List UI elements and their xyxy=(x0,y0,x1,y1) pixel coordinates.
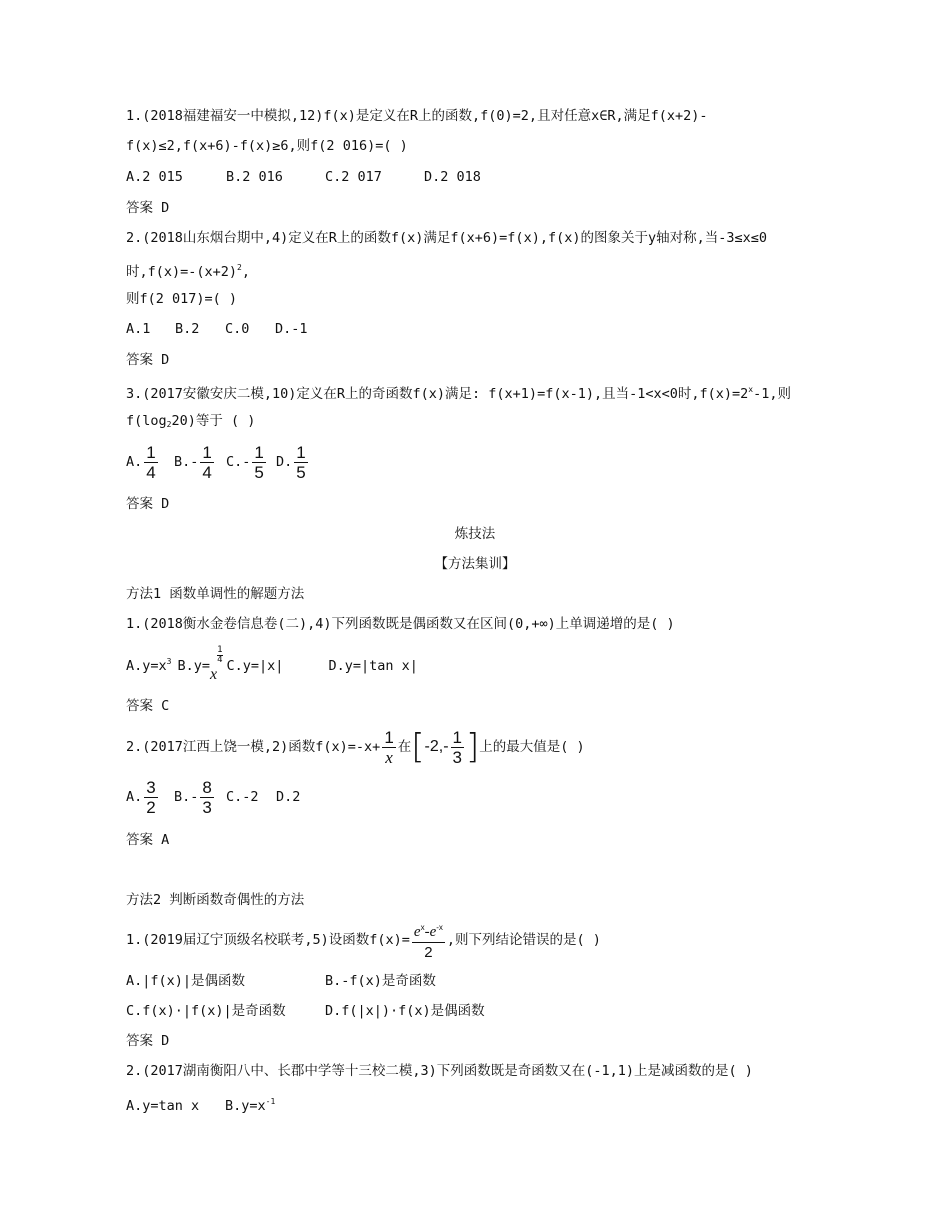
fraction xyxy=(294,443,307,482)
option-b xyxy=(174,442,226,482)
numerator: 1 xyxy=(217,645,223,655)
option-a: A.2 015 xyxy=(126,169,183,185)
method-1-problem-2-options xyxy=(126,777,300,817)
method-2-problem-2-line: 2.(2017湖南衡阳八中、长郡中学等十三校二模,3)下列函数既是奇函数又在(-1,1)上是减函数的是( ) xyxy=(126,1063,753,1079)
denominator: 5 xyxy=(296,462,306,482)
problem-3-line-2 xyxy=(126,412,255,434)
option-c: C.f(x)·|f(x)|是奇函数 xyxy=(126,1003,286,1019)
sign: - xyxy=(190,789,199,805)
method-1-problem-1-options xyxy=(126,646,418,688)
base: x xyxy=(209,666,218,683)
exponent-fraction xyxy=(217,646,222,665)
problem-1-line-1: 1.(2018福建福安一中模拟,12)f(x)是定义在R上的函数,f(0)=2,且对任意x∈R,满足f(x+2)- xyxy=(126,108,708,124)
superscript: x xyxy=(748,385,754,394)
problem-3-options xyxy=(126,442,310,482)
fraction xyxy=(200,778,213,817)
option-label: B. xyxy=(174,789,191,805)
option-a xyxy=(126,649,171,679)
denominator: 5 xyxy=(254,462,264,482)
fraction xyxy=(252,443,265,482)
problem-2-line-1: 2.(2018山东烟台期中,4)定义在R上的函数f(x)满足f(x+6)=f(x),f(x)的图象关于y轴对称,当-3≤x≤0 xyxy=(126,230,767,246)
option-b: B.2 xyxy=(175,321,200,337)
sign: - xyxy=(190,454,199,470)
numerator: 1 xyxy=(452,727,463,747)
method-2-heading: 方法2 判断函数奇偶性的方法 xyxy=(126,892,305,908)
numerator: 1 xyxy=(296,442,306,462)
option-c xyxy=(226,442,276,482)
option-label: D. xyxy=(276,454,293,470)
denominator: 2 xyxy=(146,797,156,817)
interval-start: -2,- xyxy=(424,738,449,755)
answer: 答案 D xyxy=(126,352,170,368)
denominator: 2 xyxy=(424,944,433,961)
sign: - xyxy=(242,454,251,470)
answer: 答案 D xyxy=(126,496,170,512)
option-d: D.2 018 xyxy=(424,169,481,185)
text: , xyxy=(241,264,251,280)
numerator: 8 xyxy=(202,777,212,797)
fraction xyxy=(382,728,395,767)
option-c: C.-2 xyxy=(226,789,259,805)
method-1-problem-2-line xyxy=(126,727,585,767)
problem-2-line-3: 则f(2 017)=( ) xyxy=(126,291,238,307)
text: 在 xyxy=(397,739,412,755)
fraction xyxy=(144,443,157,482)
option-label: A. xyxy=(126,454,143,470)
fraction xyxy=(200,443,213,482)
option-b: B.-f(x)是奇函数 xyxy=(325,973,436,989)
denominator: 4 xyxy=(217,655,223,665)
method-2-problem-2-options xyxy=(126,1093,275,1115)
text: 1.(2019届辽宁顶级名校联考,5)设函数f(x)= xyxy=(126,932,410,948)
problem-2-line-2 xyxy=(126,259,250,281)
option-a xyxy=(126,442,174,482)
fraction xyxy=(144,778,157,817)
answer: 答案 D xyxy=(126,200,170,216)
option-d: D.f(|x|)·f(x)是偶函数 xyxy=(325,1003,485,1019)
option-a: A.1 xyxy=(126,321,151,337)
text: 时,f(x)=-(x+2) xyxy=(126,264,238,280)
option-b: B.2 016 xyxy=(226,169,283,185)
option-a: A.|f(x)|是偶函数 xyxy=(126,973,246,989)
fraction xyxy=(451,728,464,767)
text: 20)等于 ( ) xyxy=(171,413,256,429)
option-label: C. xyxy=(226,454,243,470)
numerator: 1 xyxy=(146,442,156,462)
option-a xyxy=(126,777,174,817)
text: 2.(2017江西上饶一模,2)函数f(x)=-x+ xyxy=(126,739,381,755)
option-b xyxy=(174,777,226,817)
superscript: -x xyxy=(436,923,443,932)
superscript: -1 xyxy=(265,1097,276,1106)
denominator: x xyxy=(385,747,393,767)
problem-3-line-1 xyxy=(126,381,791,403)
e-symbol: e xyxy=(413,924,421,940)
option-c: C.2 017 xyxy=(325,169,382,185)
numerator xyxy=(412,918,445,943)
section-subtitle: 【方法集训】 xyxy=(434,556,516,572)
denominator: 3 xyxy=(452,747,463,767)
fraction xyxy=(412,918,445,962)
text: ,则下列结论错误的是( ) xyxy=(446,932,601,948)
numerator: 3 xyxy=(146,777,156,797)
left-bracket: [ xyxy=(411,727,425,767)
numerator: 1 xyxy=(254,442,264,462)
option-c: C.y=|x| xyxy=(226,658,284,674)
right-bracket: ] xyxy=(466,727,480,767)
denominator: 4 xyxy=(146,462,156,482)
superscript: x xyxy=(420,923,425,932)
option-b xyxy=(225,1093,275,1115)
subscript: 2 xyxy=(166,420,172,429)
text: B.y=x xyxy=(225,1098,266,1114)
text: 上的最大值是( ) xyxy=(479,739,585,755)
e-symbol: -e xyxy=(424,924,437,940)
denominator: 4 xyxy=(202,462,212,482)
section-title: 炼技法 xyxy=(454,526,496,542)
superscript: 2 xyxy=(237,263,242,272)
denominator: 3 xyxy=(202,797,212,817)
problem-2-options xyxy=(126,320,308,338)
problem-1-line-2: f(x)≤2,f(x+6)-f(x)≥6,则f(2 016)=( ) xyxy=(126,138,408,154)
option-d: D.y=|tan x| xyxy=(328,658,418,674)
option-c: C.0 xyxy=(225,321,250,337)
answer: 答案 C xyxy=(126,698,170,714)
method-2-problem-1-options-row-2 xyxy=(126,1002,485,1020)
problem-1-options xyxy=(126,168,481,186)
option-a: A.y=tan x xyxy=(126,1098,200,1114)
method-1-problem-1-line: 1.(2018衡水金卷信息卷(二),4)下列函数既是偶函数又在区间(0,+∞)上单调递增的是( ) xyxy=(126,616,675,632)
option-d xyxy=(276,442,310,482)
text: f(log xyxy=(126,413,167,429)
numerator: 1 xyxy=(202,442,212,462)
answer: 答案 D xyxy=(126,1033,170,1049)
superscript: 3 xyxy=(166,657,172,666)
text: -1,则 xyxy=(753,386,791,402)
option-label: A. xyxy=(126,789,143,805)
numerator: 1 xyxy=(384,727,394,747)
text: A.y=x xyxy=(126,658,167,674)
option-label: B. xyxy=(174,454,191,470)
method-2-problem-1-options-row-1 xyxy=(126,972,436,990)
method-1-heading: 方法1 函数单调性的解题方法 xyxy=(126,586,305,602)
text: 3.(2017安徽安庆二模,10)定义在R上的奇函数f(x)满足: f(x+1)=f(x-1),且当-1<x<0时,f(x)=2 xyxy=(126,386,749,402)
option-d: D.-1 xyxy=(275,321,308,337)
method-2-problem-1-line xyxy=(126,918,601,962)
answer: 答案 A xyxy=(126,832,170,848)
text: B.y= xyxy=(177,658,210,674)
option-d: D.2 xyxy=(276,789,301,805)
option-b xyxy=(177,646,222,688)
